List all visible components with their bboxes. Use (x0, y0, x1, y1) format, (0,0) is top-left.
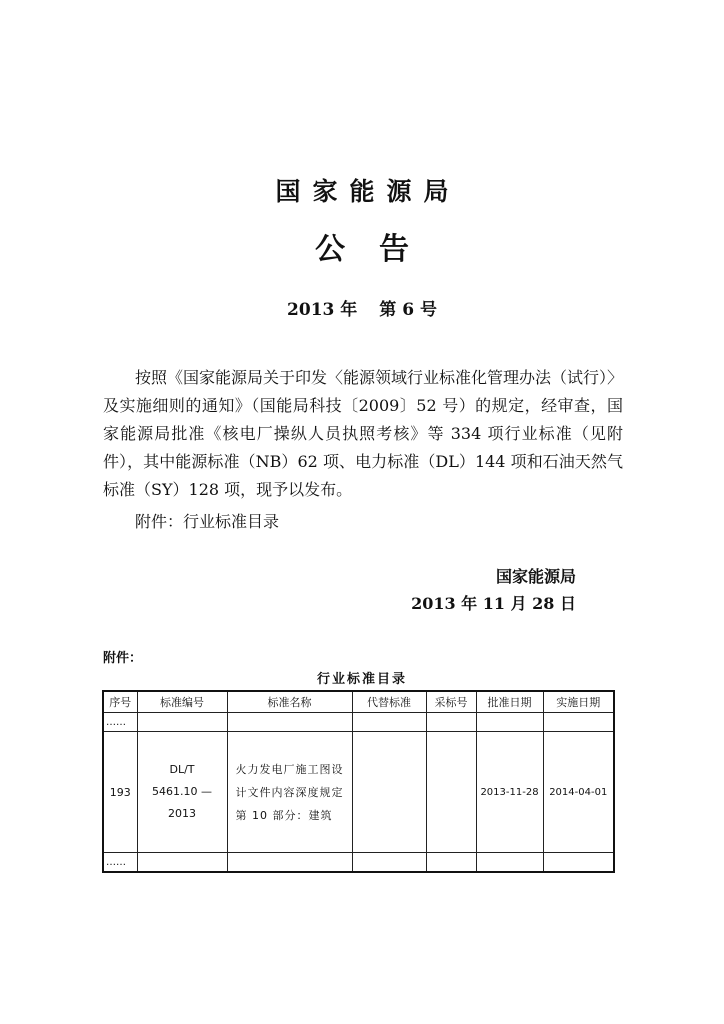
issue-year: 2013 年 (287, 300, 358, 320)
cell-approved-date: 2013-11-28 (476, 732, 543, 853)
org-title: 国家能源局 (275, 177, 461, 206)
col-header-adopted: 采标号 (426, 691, 476, 713)
signature-date: 2013 年 11 月 28 日 (411, 594, 576, 613)
appendix-table-title: 行业标准目录 (316, 672, 407, 687)
col-header-std-no: 标准编号 (137, 691, 227, 713)
table-row-ellipsis-bottom (103, 853, 614, 873)
cell-effective-date: 2014-04-01 (543, 732, 614, 853)
issue-no: 第 6 号 (379, 300, 437, 320)
ellipsis-cell: …… (103, 853, 137, 873)
col-header-seq: 序号 (103, 691, 137, 713)
table-row (103, 732, 614, 853)
notice-paragraph: 按照《国家能源局关于印发〈能源领域行业标准化管理办法（试行）〉及实施细则的通知》（国能局科技〔2009〕52 号）的规定，经审查，国家能源局批准《核电厂操纵人员执照考核》等 334 项行业标准（见附件），其中能源标准（NB）62 项、电力标准（DL）144 项和石油天然气标准（SY）128 项，现予以发布。 (103, 368, 624, 499)
standards-table (102, 690, 615, 873)
ellipsis-cell: …… (103, 713, 137, 732)
signature-org: 国家能源局 (495, 567, 576, 586)
doc-type-title: 公告 (315, 232, 443, 267)
std-no-number: 5461.10 — 2013 (152, 785, 212, 820)
std-no-prefix: DL/T (169, 763, 195, 776)
cell-std-no (137, 732, 227, 853)
attachment-reference: 附件：行业标准目录 (135, 512, 280, 531)
table-row-ellipsis-top (103, 713, 614, 732)
issue-number (0, 295, 724, 320)
appendix-label: 附件： (103, 651, 143, 666)
col-header-replaced: 代替标准 (352, 691, 426, 713)
table-header-row (103, 691, 614, 713)
col-header-name: 标准名称 (227, 691, 352, 713)
col-header-approved: 批准日期 (476, 691, 543, 713)
cell-std-name: 火力发电厂施工图设计文件内容深度规定 第 10 部分：建筑 (227, 732, 352, 853)
col-header-effective: 实施日期 (543, 691, 614, 713)
cell-adopted (426, 732, 476, 853)
cell-seq: 193 (103, 732, 137, 853)
cell-replaced (352, 732, 426, 853)
